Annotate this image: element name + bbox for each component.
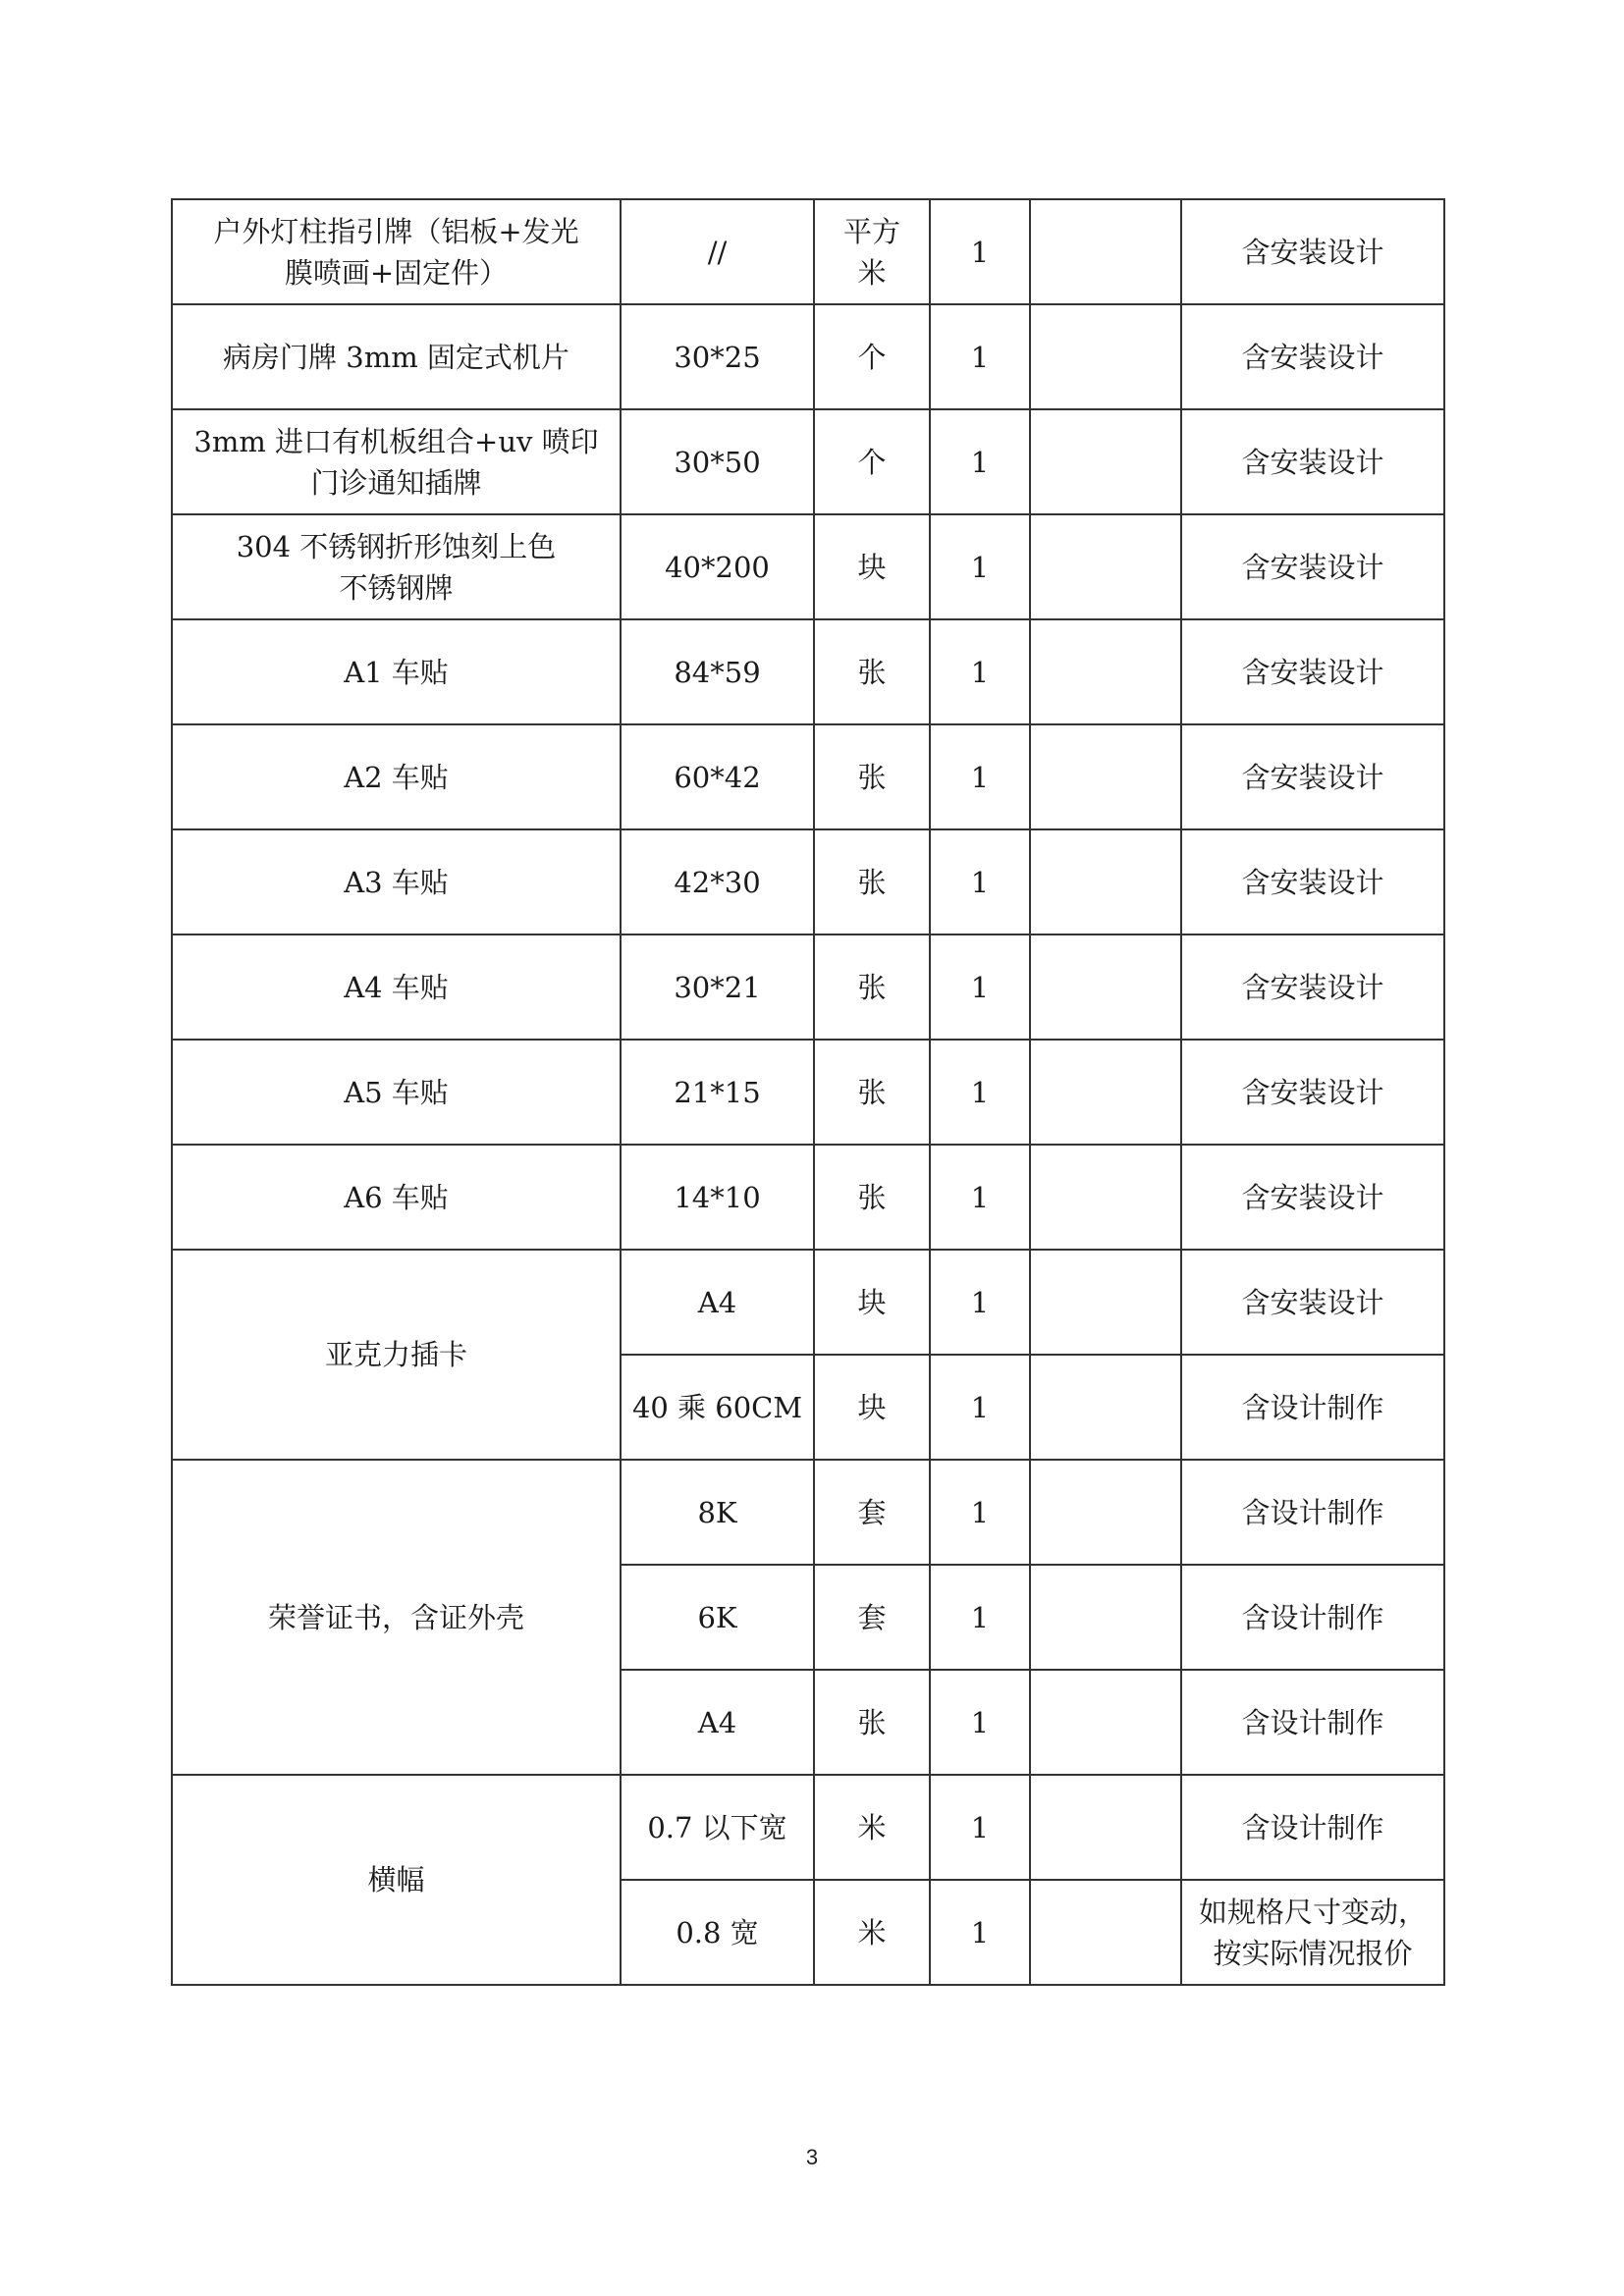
- item-name-cell: 病房门牌 3mm 固定式机片: [172, 304, 621, 409]
- unit-cell: 米: [814, 1775, 930, 1880]
- price-cell: [1030, 829, 1181, 934]
- item-name-cell: A6 车贴: [172, 1145, 621, 1250]
- note-cell: 如规格尺寸变动， 按实际情况报价: [1181, 1880, 1444, 1985]
- spec-cell: 40*200: [621, 514, 814, 619]
- quantity-cell: 1: [930, 724, 1030, 829]
- unit-cell: 张: [814, 1670, 930, 1775]
- table-row: [172, 1250, 1444, 1355]
- item-name-cell: A2 车贴: [172, 724, 621, 829]
- spec-cell: 14*10: [621, 1145, 814, 1250]
- price-cell: [1030, 1250, 1181, 1355]
- note-cell: 含设计制作: [1181, 1775, 1444, 1880]
- note-cell: 含设计制作: [1181, 1460, 1444, 1565]
- unit-cell: 块: [814, 1250, 930, 1355]
- price-cell: [1030, 409, 1181, 514]
- table-row: [172, 199, 1444, 304]
- table-row: [172, 934, 1444, 1040]
- unit-cell: 套: [814, 1460, 930, 1565]
- spec-cell: A4: [621, 1670, 814, 1775]
- unit-cell: 张: [814, 724, 930, 829]
- unit-cell: 张: [814, 619, 930, 724]
- note-cell: 含安装设计: [1181, 1250, 1444, 1355]
- quantity-cell: 1: [930, 934, 1030, 1040]
- table-row: [172, 1040, 1444, 1145]
- item-name-cell: 户外灯柱指引牌（铝板+发光 膜喷画+固定件）: [172, 199, 621, 304]
- item-name-cell: 3mm 进口有机板组合+uv 喷印 门诊通知插牌: [172, 409, 621, 514]
- spec-cell: //: [621, 199, 814, 304]
- price-cell: [1030, 934, 1181, 1040]
- unit-cell: 块: [814, 1355, 930, 1460]
- spec-cell: 6K: [621, 1565, 814, 1670]
- table-row: [172, 1145, 1444, 1250]
- price-cell: [1030, 1880, 1181, 1985]
- unit-cell: 套: [814, 1565, 930, 1670]
- unit-cell: 张: [814, 829, 930, 934]
- price-cell: [1030, 724, 1181, 829]
- table-row: [172, 1460, 1444, 1565]
- price-cell: [1030, 514, 1181, 619]
- price-cell: [1030, 1040, 1181, 1145]
- unit-cell: 个: [814, 304, 930, 409]
- quantity-cell: 1: [930, 1460, 1030, 1565]
- spec-cell: 60*42: [621, 724, 814, 829]
- table-row: [172, 724, 1444, 829]
- price-cell: [1030, 1145, 1181, 1250]
- note-cell: 含安装设计: [1181, 409, 1444, 514]
- spec-cell: 42*30: [621, 829, 814, 934]
- spec-cell: A4: [621, 1250, 814, 1355]
- price-cell: [1030, 1565, 1181, 1670]
- price-cell: [1030, 619, 1181, 724]
- note-cell: 含安装设计: [1181, 1145, 1444, 1250]
- note-cell: 含安装设计: [1181, 199, 1444, 304]
- table-row: [172, 829, 1444, 934]
- quantity-cell: 1: [930, 1880, 1030, 1985]
- price-cell: [1030, 1670, 1181, 1775]
- note-cell: 含安装设计: [1181, 934, 1444, 1040]
- note-cell: 含安装设计: [1181, 304, 1444, 409]
- quantity-cell: 1: [930, 1565, 1030, 1670]
- item-name-cell: 横幅: [172, 1775, 621, 1985]
- unit-cell: 块: [814, 514, 930, 619]
- unit-cell: 个: [814, 409, 930, 514]
- quantity-cell: 1: [930, 409, 1030, 514]
- spec-cell: 8K: [621, 1460, 814, 1565]
- quantity-cell: 1: [930, 304, 1030, 409]
- item-name-cell: 荣誉证书，含证外壳: [172, 1460, 621, 1775]
- spec-cell: 0.7 以下宽: [621, 1775, 814, 1880]
- price-list-table: [171, 198, 1445, 1986]
- note-cell: 含安装设计: [1181, 1040, 1444, 1145]
- unit-cell: 张: [814, 1040, 930, 1145]
- table-row: [172, 304, 1444, 409]
- item-name-cell: A5 车贴: [172, 1040, 621, 1145]
- item-name-cell: A1 车贴: [172, 619, 621, 724]
- spec-cell: 30*50: [621, 409, 814, 514]
- unit-cell: 米: [814, 1880, 930, 1985]
- spec-cell: 21*15: [621, 1040, 814, 1145]
- note-cell: 含设计制作: [1181, 1355, 1444, 1460]
- note-cell: 含安装设计: [1181, 619, 1444, 724]
- page-number: 3: [805, 2145, 819, 2169]
- quantity-cell: 1: [930, 1670, 1030, 1775]
- price-cell: [1030, 1775, 1181, 1880]
- spec-cell: 30*25: [621, 304, 814, 409]
- price-cell: [1030, 1460, 1181, 1565]
- item-name-cell: A4 车贴: [172, 934, 621, 1040]
- price-cell: [1030, 304, 1181, 409]
- item-name-cell: 亚克力插卡: [172, 1250, 621, 1460]
- spec-cell: 0.8 宽: [621, 1880, 814, 1985]
- quantity-cell: 1: [930, 1145, 1030, 1250]
- table-row: [172, 514, 1444, 619]
- note-cell: 含安装设计: [1181, 514, 1444, 619]
- spec-cell: 84*59: [621, 619, 814, 724]
- item-name-cell: A3 车贴: [172, 829, 621, 934]
- note-cell: 含安装设计: [1181, 724, 1444, 829]
- note-cell: 含设计制作: [1181, 1565, 1444, 1670]
- table-row: [172, 409, 1444, 514]
- table-row: [172, 619, 1444, 724]
- price-cell: [1030, 1355, 1181, 1460]
- quantity-cell: 1: [930, 1250, 1030, 1355]
- unit-cell: 张: [814, 934, 930, 1040]
- quantity-cell: 1: [930, 199, 1030, 304]
- quantity-cell: 1: [930, 619, 1030, 724]
- note-cell: 含安装设计: [1181, 829, 1444, 934]
- unit-cell: 张: [814, 1145, 930, 1250]
- quantity-cell: 1: [930, 1775, 1030, 1880]
- spec-cell: 40 乘 60CM: [621, 1355, 814, 1460]
- unit-cell: 平方 米: [814, 199, 930, 304]
- quantity-cell: 1: [930, 514, 1030, 619]
- price-cell: [1030, 199, 1181, 304]
- quantity-cell: 1: [930, 829, 1030, 934]
- table-row: [172, 1775, 1444, 1880]
- quantity-cell: 1: [930, 1040, 1030, 1145]
- item-name-cell: 304 不锈钢折形蚀刻上色 不锈钢牌: [172, 514, 621, 619]
- spec-cell: 30*21: [621, 934, 814, 1040]
- quantity-cell: 1: [930, 1355, 1030, 1460]
- note-cell: 含设计制作: [1181, 1670, 1444, 1775]
